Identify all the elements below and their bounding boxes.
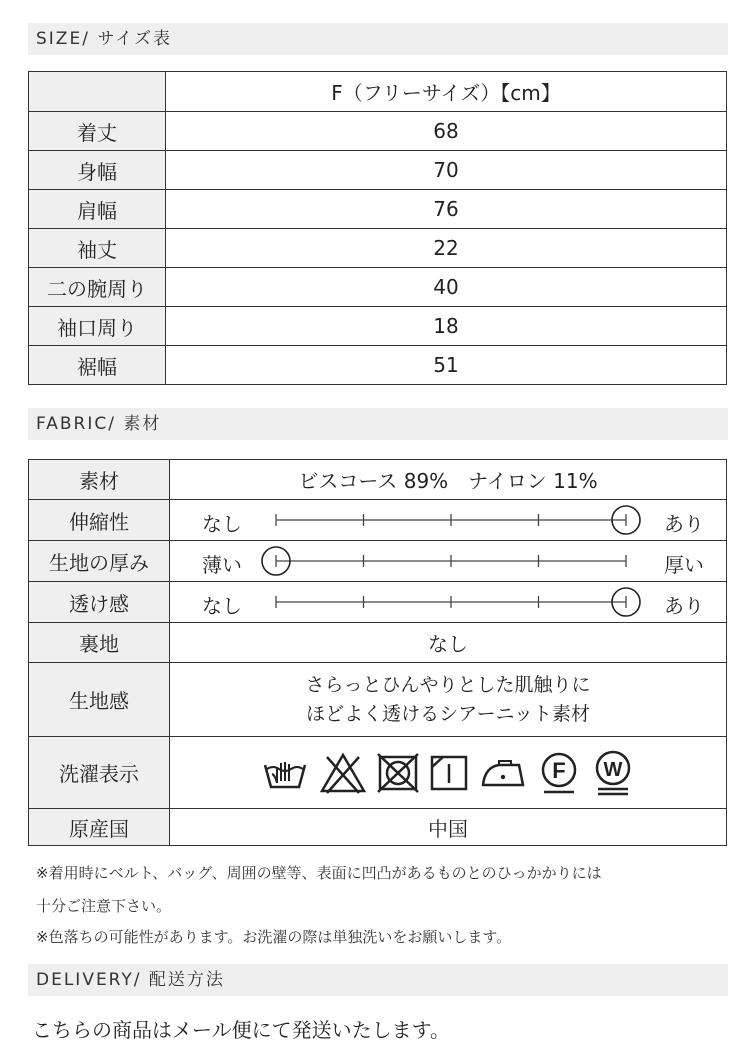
svg-text:F: F — [552, 757, 566, 783]
origin-label: 原産国 — [29, 809, 170, 846]
scale-label: 伸縮性 — [29, 500, 170, 541]
svg-text:W: W — [603, 758, 623, 781]
scale-left-label: なし — [202, 512, 242, 536]
size-value: 40 — [166, 268, 727, 307]
note-line-1: ※着用時にベルト、バッグ、周囲の壁等、表面に凹凸があるものとのひっかかりには — [36, 864, 602, 882]
size-label: 着丈 — [29, 112, 166, 151]
lining-label: 裏地 — [29, 623, 170, 663]
feel-label: 生地感 — [29, 663, 170, 737]
size-value: 76 — [166, 190, 727, 229]
size-table — [28, 71, 727, 385]
no-bleach-icon — [319, 751, 367, 795]
size-value: 51 — [166, 346, 727, 385]
feel-line-2: ほどよく透けるシアーニット素材 — [306, 702, 590, 725]
no-tumble-dry-icon — [377, 753, 419, 793]
table-row — [29, 268, 727, 307]
scale-right-label: あり — [664, 512, 704, 536]
note-line-2: 十分ご注意下さい。 — [36, 897, 172, 915]
hand-wash-icon — [261, 753, 309, 793]
size-label: 袖口周り — [29, 307, 166, 346]
scale-right-label: 厚い — [664, 553, 704, 577]
table-row — [29, 307, 727, 346]
scale-track — [170, 582, 726, 622]
size-label: 身幅 — [29, 151, 166, 190]
wet-clean-w-icon — [591, 749, 635, 797]
material-value: ビスコース 89% ナイロン 11% — [170, 460, 727, 500]
table-row — [29, 190, 727, 229]
scale-label: 透け感 — [29, 582, 170, 623]
scale-left-label: 薄い — [202, 553, 242, 577]
size-value: 22 — [166, 229, 727, 268]
size-section-title: SIZE/ サイズ表 — [28, 23, 728, 55]
scale-track — [170, 500, 726, 540]
size-value: 70 — [166, 151, 727, 190]
material-label: 素材 — [29, 460, 170, 500]
scale-right-label: あり — [664, 594, 704, 618]
delivery-text: こちらの商品はメール便にて発送いたします。 — [32, 1018, 450, 1042]
scale-left-label: なし — [202, 594, 242, 618]
delivery-section-title: DELIVERY/ 配送方法 — [28, 964, 728, 996]
table-row — [29, 151, 727, 190]
thickness-scale — [170, 541, 726, 581]
size-label: 二の腕周り — [29, 268, 166, 307]
size-value: 18 — [166, 307, 727, 346]
scale-label: 生地の厚み — [29, 541, 170, 582]
size-label: 裾幅 — [29, 346, 166, 385]
size-header-blank — [29, 72, 166, 112]
stretch-scale — [170, 500, 726, 540]
note-line-3: ※色落ちの可能性があります。お洗濯の際は単独洗いをお願いします。 — [36, 928, 512, 946]
sheerness-scale — [170, 582, 726, 622]
table-row — [29, 346, 727, 385]
iron-low-icon — [479, 753, 527, 793]
origin-value: 中国 — [170, 809, 727, 846]
wash-label: 洗濯表示 — [29, 737, 170, 809]
size-value: 68 — [166, 112, 727, 151]
wash-icons — [170, 749, 726, 797]
dry-clean-f-icon — [537, 751, 581, 795]
feel-line-1: さらっとひんやりとした肌触りに — [305, 673, 591, 696]
size-header: F（フリーサイズ）【cm】 — [166, 72, 727, 112]
size-label: 袖丈 — [29, 229, 166, 268]
lining-value: なし — [170, 623, 727, 663]
fabric-table — [28, 459, 727, 846]
scale-track — [170, 541, 726, 581]
line-dry-shade-icon — [429, 753, 469, 793]
table-row — [29, 229, 727, 268]
size-label: 肩幅 — [29, 190, 166, 229]
fabric-section-title: FABRIC/ 素材 — [28, 408, 728, 440]
table-row — [29, 112, 727, 151]
